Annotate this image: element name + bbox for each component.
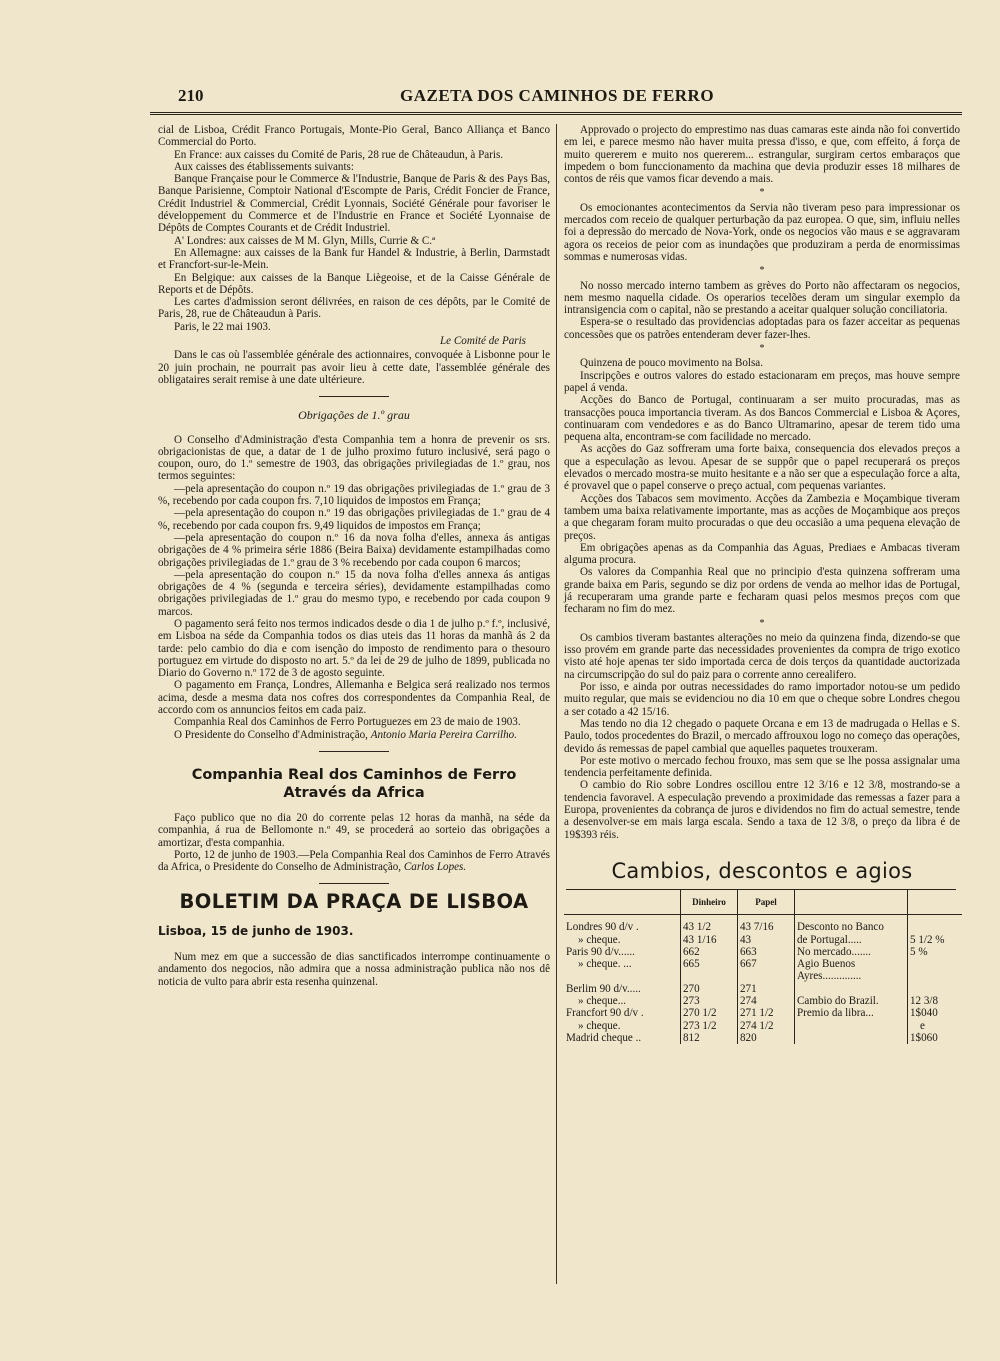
section-divider bbox=[319, 883, 389, 884]
section-title: BOLETIM DA PRAÇA DE LISBOA bbox=[179, 890, 529, 914]
table-cell: » cheque. ... bbox=[564, 958, 681, 983]
page-header bbox=[150, 86, 960, 110]
table-header-row bbox=[564, 890, 962, 915]
table-header-cell bbox=[795, 890, 908, 915]
paragraph: Num mez em que a successão de dias sanctificados interrompe continuamente o andamento dos negocios, não admira que a nossa administração publica não nos dê noticia de vulto para abrir esta resenha quinzenal. bbox=[158, 951, 550, 988]
paragraph: O pagamento será feito nos termos indicados desde o dia 1 de julho p.º f.º, inclusivé, em Lisboa na séde da Companhia todos os dias uteis das 11 horas da manhã ás 2 da tarde: pelo cambio do dia e com isenção do imposto de rendimento para o thesouro portuguez em virtude do disposto no art. 5.º da lei de 29 de julho de 1899, publicada no Diario do Governo n.º 172 de 3 de agosto seguinte. bbox=[158, 617, 550, 680]
paragraph: As acções do Gaz soffreram uma forte baixa, consequencia dos elevados preços a que a especulação as levou. Apesar de se suppôr que o papel recuperará os preços elevados o mercado mostra-se muito hesitante e a não ser que a especulação force a alta, é provavel que o papel conserve o preço actual, com pequenas variantes. bbox=[564, 443, 960, 493]
signature: Le Comité de Paris bbox=[440, 335, 526, 348]
paragraph: Aux caisses des établissements suivants: bbox=[174, 160, 354, 173]
table-cell: 274 bbox=[738, 995, 795, 1007]
paragraph: Acções dos Tabacos sem movimento. Acções da Zambezia e Moçambique tiveram tambem uma baixa relativamente importante, mas as acções de Moçambique aos preços a que chegaram foram muito procuradas o que deu occasião a uma pequena elevação de preços. bbox=[564, 492, 960, 542]
table-cell: 667 bbox=[738, 958, 795, 983]
table-cell: Madrid cheque .. bbox=[564, 1032, 681, 1044]
table-cell: 273 bbox=[681, 995, 738, 1007]
paragraph: Espera-se o resultado das providencias adoptadas para os fazer acceitar as pequenas concessões que os patrões entenderam dever fazer-lhes. bbox=[564, 316, 960, 341]
table-cell: e bbox=[920, 1019, 925, 1032]
section-divider bbox=[319, 751, 389, 752]
table-cell: 270 bbox=[681, 983, 738, 995]
header-rule bbox=[150, 112, 962, 115]
separator-asterisk: * bbox=[759, 343, 765, 355]
paragraph: cial de Lisboa, Crédit Franco Portugais, Monte-Pio Geral, Banco Alliança et Banco Commercial do Porto. bbox=[158, 124, 550, 149]
section-title: Companhia Real dos Caminhos de Ferro Através da Africa bbox=[191, 766, 517, 801]
table-cell: 43 1/16 bbox=[681, 934, 738, 946]
table-cell: Premio da libra... bbox=[795, 1007, 908, 1019]
table-cell: 43 1/2 bbox=[681, 915, 738, 934]
table-cell: Paris 90 d/v...... bbox=[564, 946, 681, 958]
table-header-cell bbox=[564, 890, 681, 915]
page-number: 210 bbox=[178, 86, 204, 105]
table-cell: 271 bbox=[738, 983, 795, 995]
separator-asterisk: * bbox=[759, 617, 765, 629]
signature-prefix: O Presidente do Conselho d'Administração, bbox=[174, 728, 368, 741]
paragraph: —pela apresentação do coupon n.º 19 das obrigações privilegiadas de 1.º grau de 4 %, recebendo por cada coupon frs. 9,49 liquidos de impostos em França; bbox=[158, 507, 550, 532]
table-title: Cambios, descontos e agios bbox=[611, 858, 913, 883]
table-row bbox=[564, 1020, 962, 1032]
paragraph bbox=[158, 729, 550, 741]
table-cell: Cambio do Brazil. bbox=[795, 995, 908, 1007]
paragraph: Quinzena de pouco movimento na Bolsa. bbox=[580, 357, 764, 370]
table-cell: 662 bbox=[681, 946, 738, 958]
paragraph: Les cartes d'admission seront délivrées, en raison de ces dépôts, par le Comité de Paris, 28, rue de Châteaudun à Paris. bbox=[158, 296, 550, 321]
paragraph: Mas tendo no dia 12 chegado o paquete Orcana e em 13 de madrugada o Hellas e S. Paulo, todos procedentes do Brazil, o mercado affrouxou logo no começo das operações, devido ás remessas de papel cambial que aquelles paquetes trouxeram. bbox=[564, 717, 960, 755]
section-divider bbox=[319, 396, 389, 397]
table-cell bbox=[908, 915, 963, 934]
publication-title: GAZETA DOS CAMINHOS DE FERRO bbox=[400, 86, 715, 105]
paragraph: —pela apresentação do coupon n.º 16 da nova folha d'elles, annexa ás antigas obrigações de 4 % primeira série 1886 (Beira Baixa) devidamente estampilhadas como obrigações privilegiadas de 1.º grau de 3 % recebendo por cada coupon 6 marcos; bbox=[158, 531, 550, 569]
table-cell: de Portugal..... bbox=[795, 934, 908, 946]
paragraph: No nosso mercado interno tambem as grèves do Porto não affectaram os negocios, nem mesmo naquella cidade. Os operarios tecelões deram um singular exemplo da intransigencia com o capital, não se prestando a aceitar qualquer solução conciliatoria. bbox=[564, 279, 960, 317]
paragraph: O Conselho d'Administração d'esta Companhia tem a honra de prevenir os srs. obrigacionistas de que, a datar de 1 de julho proximo futuro inclusivé, será pago o coupon, ouro, do 1.º semestre de 1903, das obrigações privilegiadas de 1.º grau, nos termos seguintes: bbox=[158, 433, 550, 483]
table-cell: 5 1/2 % bbox=[910, 933, 945, 946]
table-row bbox=[564, 915, 962, 934]
paragraph: A' Londres: aux caisses de M M. Glyn, Mills, Currie & C.ª bbox=[174, 234, 436, 247]
table-row bbox=[564, 1007, 962, 1019]
column-divider bbox=[556, 124, 557, 1284]
table-cell bbox=[795, 1020, 908, 1032]
table-cell bbox=[795, 983, 908, 995]
paragraph: Dans le cas où l'assemblée générale des actionnaires, convoquée à Lisbonne pour le 20 juin prochain, ne pourrait pas avoir lieu à cette date, l'assemblée générale des obligataires serait remise à une date ultérieure. bbox=[158, 349, 550, 386]
table-cell: Agio Buenos Ayres.............. bbox=[795, 958, 908, 983]
exchange-rates-table bbox=[564, 890, 962, 1044]
paragraph: Companhia Real dos Caminhos de Ferro Portuguezes em 23 de maio de 1903. bbox=[174, 716, 521, 729]
paragraph: En Allemagne: aux caisses de la Bank fur Handel & Industrie, à Berlin, Darmstadt et Francfort-sur-le-Mein. bbox=[158, 246, 550, 272]
dateline: Lisboa, 15 de junho de 1903. bbox=[158, 923, 354, 938]
right-column bbox=[564, 124, 960, 1044]
table-cell: 274 1/2 bbox=[738, 1020, 795, 1032]
paragraph: Banque Française pour le Commerce & l'Industrie, Banque de Paris & des Pays Bas, Banque Parisienne, Comptoir National d'Escompte de Paris, Crédit Foncier de France, Crédit Industriel & Commercial, Crédit Lyonnais, Société Générale pour favoriser le développement du Commerce et de l'Industrie en France et Société Lyonnaise de Dépôts de Comptes Courants et de Crédit Industriel. bbox=[158, 173, 550, 235]
paragraph: Os emocionantes acontecimentos da Servia não tiveram peso para impressionar os mercados com receio de qualquer perturbação da paz europea. O que, sim, influiu nelles foi a depressão do mercado de Nova-York, onde os negocios vão maus e se aggravaram agora os receios de peior com as inundações que produziram a perda de enormissimas sommas e numerosas vidas. bbox=[564, 201, 960, 263]
paragraph: Inscripções e outros valores do estado estacionaram em preços, mas houve sempre papel á venda. bbox=[564, 369, 960, 394]
table-header-cell: Papel bbox=[738, 890, 795, 915]
paragraph bbox=[158, 849, 550, 874]
paragraph: Em obrigações apenas as da Companhia das Aguas, Prediaes e Ambacas tiveram alguma procura. bbox=[564, 541, 960, 567]
paragraph: —pela apresentação do coupon n.º 15 da nova folha d'elles annexa ás antigas obrigações de 4 % (segunda e terceira séries), devidamente estampilhadas como obrigações privilegiadas de 1.º grau do mesmo typo, e recebendo por cada coupon 9 marcos. bbox=[158, 568, 550, 618]
table-cell: 820 bbox=[738, 1032, 795, 1044]
signature-name: Carlos Lopes. bbox=[403, 861, 467, 874]
table-cell: 270 1/2 bbox=[681, 1007, 738, 1019]
paragraph: O pagamento em França, Londres, Allemanha e Belgica será realizado nos termos acima, desde a mesma data nos cofres dos correspondentes da Companhia Real, de accordo com os annuncios feitos em cada paiz. bbox=[158, 679, 550, 717]
paragraph: Os cambios tiveram bastantes alterações no meio da quinzena finda, dizendo-se que isso provém em grande parte das necessidades provenientes da compra de trigo exotico visto até hoje apenas ter sido importada cerca de dois terços da quantidade auctorizada na circumscripção do sul do paiz para o corrente anno cerealifero. bbox=[564, 631, 960, 681]
table-cell: 43 bbox=[738, 934, 795, 946]
table-cell: Francfort 90 d/v . bbox=[564, 1007, 681, 1019]
table-header-cell bbox=[908, 890, 963, 915]
table-cell: No mercado....... bbox=[795, 946, 908, 958]
paragraph: Acções do Banco de Portugal, continuaram a ser muito procuradas, mas as transacções pouca importancia tiveram. As dos Bancos Commercial e Lisboa & Açores, continuaram com vendedores e as do Banco Ultramarino, apesar de terem tido uma pequena alta, encontram-se com facilidade no mercado. bbox=[564, 394, 960, 444]
table-cell bbox=[908, 958, 963, 983]
table-cell: 663 bbox=[738, 946, 795, 958]
section-subheading: Obrigações de 1.º grau bbox=[298, 408, 410, 423]
paragraph: O cambio do Rio sobre Londres oscillou entre 12 3/16 e 12 3/8, mostrando-se a tendencia favoravel. A especulação prevendo a proximidade das remessas a fazer para a Europa, provenientes da cobrança de juros e dividendos no fim do actual semestre, tende a desenvolver-se em mais larga escala. Sendo a taxa de 12 3/8, o preço da libra é de 19$393 réis. bbox=[564, 779, 960, 841]
table-cell: » cheque. bbox=[564, 934, 681, 946]
table-cell: 1$040 bbox=[910, 1007, 938, 1020]
table-row bbox=[564, 983, 962, 995]
table-row bbox=[564, 995, 962, 1007]
table-cell: Berlim 90 d/v..... bbox=[564, 983, 681, 995]
table-header-cell: Dinheiro bbox=[681, 890, 738, 915]
table-row bbox=[564, 1032, 962, 1044]
paragraph: Por este motivo o mercado fechou frouxo, mas sem que se lhe possa assignalar uma tendencia perfeitamente definida. bbox=[564, 754, 960, 780]
table-cell: 271 1/2 bbox=[738, 1007, 795, 1019]
table-cell: 1$060 bbox=[910, 1031, 938, 1044]
table-cell: 665 bbox=[681, 958, 738, 983]
table-cell bbox=[908, 983, 963, 995]
paragraph-text: Porto, 12 de junho de 1903.—Pela Companhia Real dos Caminhos de Ferro Através da Africa, o Presidente do Conselho de Administração, bbox=[158, 848, 550, 874]
signature-name: Antonio Maria Pereira Carrilho. bbox=[370, 728, 518, 741]
table-row bbox=[564, 958, 962, 983]
table-cell: 5 % bbox=[910, 945, 928, 958]
paragraph: Paris, le 22 mai 1903. bbox=[174, 320, 271, 333]
paragraph: Por isso, e ainda por outras necessidades do ramo importador notou-se um pedido muito regular, que mais se evidenciou no dia 10 em que o cheque sobre Londres chegou a ser cotado a 42 15/16. bbox=[564, 681, 960, 718]
table-cell: Desconto no Banco bbox=[795, 915, 908, 934]
paragraph: En France: aux caisses du Comité de Paris, 28 rue de Châteaudun, à Paris. bbox=[174, 148, 504, 161]
left-column bbox=[158, 124, 550, 988]
table-cell: Londres 90 d/v . bbox=[564, 915, 681, 934]
table-cell: » cheque. bbox=[564, 1020, 681, 1032]
table-cell: 12 3/8 bbox=[910, 995, 939, 1007]
paragraph: En Belgique: aux caisses de la Banque Liègeoise, et de la Caisse Générale de Reports et de Dépôts. bbox=[158, 271, 550, 296]
paragraph: Os valores da Companhia Real que no principio d'esta quinzena soffreram uma grande baixa em Paris, segundo se diz por ordens de venda ao melhor idas de Portugal, já recuperaram uma grande parte e fecharam quasi pelos mesmos preços com que fecharam no fim do mez. bbox=[564, 566, 960, 616]
paragraph: Approvado o projecto do emprestimo nas duas camaras este ainda não foi convertido em lei, e parece mesmo não haver muita pressa d'isso, e que, com effeito, á força de muito quererem e muito nos quererem... estrangular, surgiram certos embaraços que impedem o bom funccionamento da machina que devia produzir esses 18 milhares de contos de réis que vamos ficar devendo a mais. bbox=[564, 124, 960, 186]
paragraph: —pela apresentação do coupon n.º 19 das obrigações privilegiadas de 1.º grau de 3 %, recebendo por cada coupon frs. 7,10 liquidos de impostos em França; bbox=[158, 482, 550, 508]
table-row bbox=[564, 934, 962, 946]
paragraph: Faço publico que no dia 20 do corrente pelas 12 horas da manhã, na séde da companhia, á rua de Bellomonte n.º 49, se procederá ao sorteio das obrigações a amortizar, d'esta companhia. bbox=[158, 811, 550, 849]
separator-asterisk: * bbox=[759, 265, 765, 277]
table-cell bbox=[795, 1032, 908, 1044]
separator-asterisk: * bbox=[759, 187, 765, 199]
table-cell: 812 bbox=[681, 1032, 738, 1044]
table-cell: 273 1/2 bbox=[681, 1020, 738, 1032]
table-cell: » cheque... bbox=[564, 995, 681, 1007]
table-cell: 43 7/16 bbox=[738, 915, 795, 934]
table-row bbox=[564, 946, 962, 958]
